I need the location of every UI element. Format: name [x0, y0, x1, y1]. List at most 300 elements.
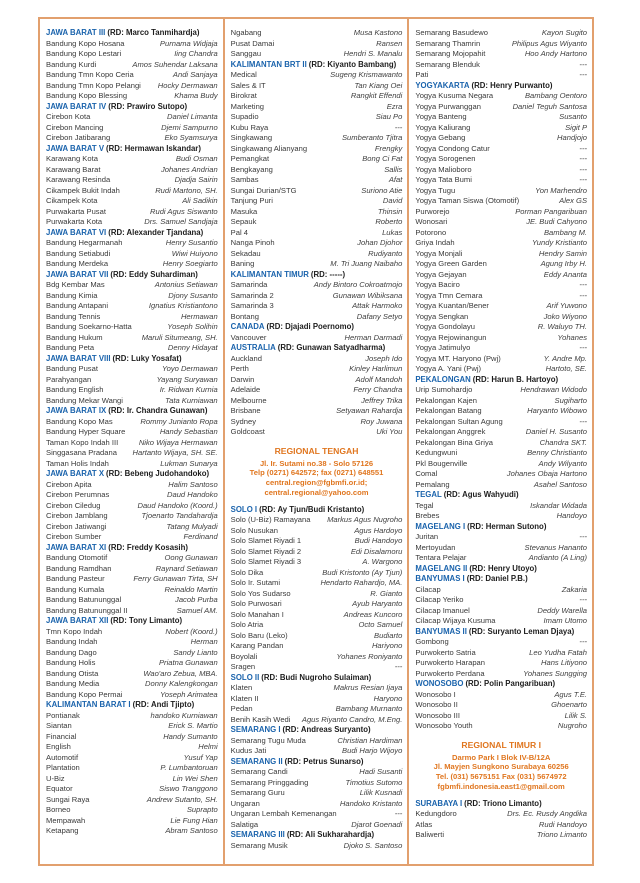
leader-name: Thinsin [377, 206, 403, 216]
chapter-name: Brebes [415, 511, 440, 520]
chapter-row [46, 238, 218, 249]
chapter-name: Karang Pandan [230, 641, 284, 651]
chapter-row [231, 396, 403, 407]
chapter-row [46, 459, 218, 470]
chapter-name: Cirebon Sumber [46, 532, 102, 541]
chapter-row [231, 641, 403, 652]
chapter-name: Borneo [46, 805, 71, 814]
leader-name: Hendri S. Manalu [343, 49, 403, 58]
chapter-row [46, 343, 218, 354]
region-director: (RD: -----) [310, 269, 346, 279]
chapter-name: Yogya Gebang [415, 133, 466, 142]
chapter-row [46, 732, 218, 743]
leader-name: Makrus Resian Ijaya [333, 683, 403, 693]
leader-name: Hadi Susanti [359, 767, 403, 777]
office-email: fgbmfi.indonesia.east1@gmail.com [437, 781, 565, 791]
chapter-row [415, 39, 587, 50]
chapter-row [46, 480, 218, 491]
chapter-name: Bandung Soekarno-Hatta [46, 322, 132, 331]
chapter-row [231, 280, 403, 291]
chapter-row [46, 553, 218, 564]
leader-name: Priatna Gunawan [158, 658, 218, 667]
leader-name: Kayon Sugito [541, 28, 588, 37]
chapter-row [231, 39, 403, 50]
leader-name: Djarot Goenadi [351, 819, 403, 829]
leader-name: Hariyono [371, 641, 403, 651]
chapter-row [415, 385, 587, 396]
leader-name: Adolf Mandoh [355, 374, 403, 384]
chapter-name: Pati [415, 70, 429, 79]
chapter-name: Marketing [230, 101, 265, 111]
chapter-row [46, 175, 218, 186]
chapter-name: Plantation [46, 763, 80, 772]
chapter-name: Bandung Otista [46, 668, 99, 678]
region-header [231, 830, 403, 841]
chapter-row [46, 522, 218, 533]
chapter-name: Bdg Kembar Mas [46, 280, 105, 289]
chapter-name: Ungaran Lembah Kemenangan [230, 809, 337, 819]
chapter-name: Singkawang [230, 133, 273, 142]
leader-name: Suriono Atie [361, 185, 403, 195]
chapter-name: Samarinda 3 [230, 301, 274, 310]
leader-name: Haryanto Wibowo [527, 406, 588, 415]
chapter-row [415, 102, 587, 113]
leader-name: --- [579, 595, 588, 604]
region-name: JAWA BARAT VI [46, 227, 107, 237]
region-name: MAGELANG I [415, 521, 466, 531]
chapter-row [231, 154, 403, 165]
leader-name: Herman Darmadi [344, 332, 403, 342]
chapter-name: Yogya Gejayan [415, 269, 467, 279]
chapter-name: Comal [415, 469, 438, 478]
chapter-row [231, 589, 403, 600]
chapter-name: Bandung Kopo Permai [46, 689, 123, 699]
chapter-row [46, 333, 218, 344]
chapter-name: Sydney [230, 416, 257, 426]
chapter-name: Solo Slamet Riyadi 1 [230, 536, 302, 546]
chapter-name: Cirebon Ciledug [46, 500, 101, 510]
chapter-row [415, 228, 587, 239]
leader-name: Edi Disalamoru [350, 546, 403, 556]
region-header [231, 725, 403, 736]
region-header [415, 375, 587, 386]
region-name: JAWA BARAT V [46, 143, 105, 153]
chapter-row [46, 427, 218, 438]
leader-name: A. Wargono [362, 557, 403, 567]
leader-name: Drs. Samuel Sandjaja [144, 217, 218, 226]
chapter-name: Solo Ir. Sutami [230, 578, 281, 588]
chapter-row [46, 385, 218, 396]
chapter-row [415, 448, 587, 459]
chapter-name: Semarang Mojopahit [415, 49, 486, 58]
chapter-row [46, 648, 218, 659]
leader-name: Djemi Sampurno [161, 122, 218, 132]
chapter-row [46, 301, 218, 312]
leader-name: Nugroho [557, 721, 588, 730]
region-header [46, 543, 218, 554]
chapter-name: Bandung Kurdi [46, 59, 97, 69]
chapter-row [415, 469, 587, 480]
leader-name: Ferry Chandra [353, 385, 403, 394]
leader-name: Joseph Ido [365, 353, 403, 363]
chapter-row [46, 490, 218, 501]
chapter-name: Klaten [230, 683, 253, 693]
chapter-name: Taman Holis Indah [46, 458, 109, 468]
leader-name: Christian Hardiman [337, 735, 403, 745]
region-header [46, 144, 218, 155]
region-header [231, 505, 403, 516]
chapter-row [46, 679, 218, 690]
chapter-row [415, 606, 587, 617]
chapter-name: Masuka [230, 206, 258, 216]
leader-name: Philipus Agus Wiyanto [511, 38, 588, 48]
chapter-row [46, 123, 218, 134]
regional-office-block [231, 446, 403, 498]
chapter-name: Bandung Batununggal II [46, 605, 128, 615]
leader-name: Joko Wiyono [543, 311, 588, 321]
chapter-row [231, 767, 403, 778]
leader-name: Handoyo [556, 511, 588, 520]
leader-name: Triono Limanto [536, 830, 588, 840]
chapter-row [231, 228, 403, 239]
chapter-row [46, 742, 218, 753]
chapter-name: Brisbane [230, 406, 261, 415]
chapter-row [415, 70, 587, 81]
region-header [415, 627, 587, 638]
chapter-row [231, 427, 403, 438]
leader-name: Agus T.E. [554, 689, 588, 699]
chapter-row [231, 536, 403, 547]
region-director: (RD: Luky Yosafat) [112, 353, 182, 363]
leader-name: Leo Yudha Fatah [529, 647, 588, 657]
chapter-name: Pemalang [415, 479, 450, 489]
chapter-row [46, 364, 218, 375]
chapter-name: Pemangkat [230, 154, 270, 163]
leader-name: Markus Agus Nugroho [327, 515, 403, 525]
chapter-row [231, 788, 403, 799]
chapter-row [46, 81, 218, 92]
chapter-name: Bandung Kimia [46, 290, 98, 300]
chapter-row [231, 49, 403, 60]
region-name: SEMARANG I [230, 725, 281, 735]
leader-name: Imam Utomo [543, 616, 588, 625]
chapter-row [231, 746, 403, 757]
chapter-row [415, 91, 587, 102]
leader-name: Bambang M. [543, 227, 588, 237]
leader-name: Djoko S. Santoso [343, 840, 403, 850]
chapter-row [415, 154, 587, 165]
chapter-name: Bandung Pusat [46, 364, 98, 373]
chapter-name: Sragen [230, 662, 256, 672]
leader-name: Henry Soegiarto [162, 259, 218, 268]
region-director: (RD: Ay Tjun/Budi Kristanto) [259, 504, 365, 514]
chapter-row [415, 301, 587, 312]
chapter-name: Wonosobo Youth [415, 721, 473, 730]
leader-name: --- [394, 809, 403, 819]
chapter-row [46, 280, 218, 291]
chapter-name: Semarang Thamrin [415, 38, 481, 48]
chapter-name: Yogya Kaliurang [415, 122, 471, 132]
region-name: KALIMANTAN BARAT I [46, 700, 131, 709]
leader-name: --- [579, 175, 588, 184]
chapter-row [415, 711, 587, 722]
region-director: (RD: Triono Limanto) [464, 798, 542, 808]
chapter-row [415, 207, 587, 218]
leader-name: Sandy Lianto [173, 647, 218, 657]
chapter-row [415, 354, 587, 365]
leader-name: Sumberanto Tjitra [341, 133, 403, 142]
chapter-name: Yogya Malioboro [415, 164, 472, 174]
leader-name: Sigit P [565, 122, 588, 132]
region-name: JAWA BARAT IX [46, 406, 107, 415]
chapter-name: Tanjung Puri [230, 196, 273, 205]
chapter-row [415, 343, 587, 354]
chapter-row [46, 585, 218, 596]
chapter-row [231, 631, 403, 642]
leader-name: --- [579, 343, 588, 352]
leader-name: Musa Kastono [353, 28, 403, 37]
region-director: (RD: Bebeng Judohandoko) [106, 469, 210, 478]
chapter-row [231, 736, 403, 747]
chapter-name: Sanggau [230, 49, 262, 58]
chapter-row [231, 652, 403, 663]
column-1 [40, 19, 225, 864]
leader-name: Handjojo [557, 133, 588, 142]
leader-name: Iing Chandra [174, 49, 218, 58]
region-header [231, 322, 403, 333]
leader-name: Ferdinand [183, 532, 218, 541]
leader-name: Hoo Andy Hartono [524, 49, 588, 58]
chapter-row [231, 249, 403, 260]
chapter-row [46, 627, 218, 638]
chapter-name: Yogya A. Yani (Pwj) [415, 364, 482, 373]
chapter-row [231, 291, 403, 302]
leader-name: Andreas Kuncoro [343, 609, 403, 619]
leader-name: Rommy Junianto Ropa [140, 416, 218, 426]
chapter-row [415, 123, 587, 134]
chapter-name: Cirebon Jamblang [46, 511, 108, 520]
leader-name: Chandra SKT. [539, 437, 588, 447]
chapter-row [231, 238, 403, 249]
leader-name: Susanto [559, 112, 588, 121]
chapter-name: Solo (U-Biz) Ramayana [230, 515, 311, 525]
chapter-name: Sekadau [230, 248, 261, 258]
chapter-name: Yogya Kuantan/Bener [415, 301, 489, 310]
chapter-name: Bandung Hyper Square [46, 427, 126, 436]
chapter-row [415, 700, 587, 711]
chapter-row [46, 291, 218, 302]
chapter-row [46, 375, 218, 386]
chapter-name: Cikampek Kota [46, 196, 98, 205]
leader-name: Roy Juwana [360, 416, 403, 426]
chapter-name: Sambas [230, 175, 259, 184]
chapter-row [46, 249, 218, 260]
leader-name: Raynard Setiawan [155, 563, 218, 573]
chapter-name: Semarang Blenduk [415, 59, 480, 69]
leader-name: Rudi Agus Siswanto [149, 206, 218, 216]
chapter-name: Sales & IT [230, 80, 266, 90]
region-header [415, 799, 587, 810]
leader-name: Henry Susantio [165, 238, 218, 247]
chapter-name: Bandung Tmn Kopo Ceria [46, 70, 134, 79]
chapter-name: Tentara Pelajar [415, 553, 467, 562]
chapter-row [415, 175, 587, 186]
leader-name: Zakaria [561, 584, 588, 594]
office-address-line: Jl. Ir. Sutami no.38 - Solo 57126 [259, 458, 374, 468]
leader-name: Johanes Obaja Hartono [506, 469, 588, 478]
office-email: central.regional@yahoo.com [264, 487, 369, 497]
chapter-row [415, 112, 587, 123]
chapter-row [46, 564, 218, 575]
chapter-row [415, 270, 587, 281]
leader-name: Setyawan Rahardja [336, 406, 403, 415]
chapter-name: Cirebon Perumnas [46, 490, 110, 499]
leader-name: Ignatius Kristiantono [148, 301, 218, 310]
chapter-row [46, 595, 218, 606]
chapter-name: Wonosobo III [415, 710, 460, 720]
chapter-row [46, 322, 218, 333]
chapter-name: Yogya Monjali [415, 248, 463, 258]
region-director: (RD: Gunawan Satyadharma) [277, 343, 386, 352]
leader-name: Yusuf Yap [183, 752, 218, 762]
region-name: SOLO I [230, 504, 258, 514]
leader-name: Lin Wei Shen [172, 773, 218, 783]
leader-name: Yohanes Roniyanto [336, 651, 403, 661]
chapter-row [46, 259, 218, 270]
leader-name: Eko Syamsurya [164, 133, 218, 142]
chapter-row [415, 312, 587, 323]
chapter-name: Bandung Mekar Wangi [46, 395, 123, 405]
leader-name: --- [579, 154, 588, 163]
region-header [46, 354, 218, 365]
chapter-name: Pkl Bougenville [415, 458, 468, 468]
chapter-row [46, 711, 218, 722]
chapter-name: U-Biz [46, 773, 65, 783]
chapter-name: Auckland [230, 353, 262, 363]
chapter-row [46, 396, 218, 407]
chapter-name: Solo Atria [230, 620, 264, 630]
chapter-row [415, 196, 587, 207]
leader-name: Lie Fung Hian [170, 815, 218, 825]
leader-name: Sugiharto [554, 395, 588, 405]
chapter-row [231, 841, 403, 852]
leader-name: M. Tri Juang Naibaho [330, 259, 403, 268]
chapter-name: Parahyangan [46, 374, 92, 384]
chapter-name: Cirebon Kota [46, 112, 91, 121]
region-header [415, 564, 587, 575]
leader-name: Hartanto Wijaya, SH. SE. [132, 448, 218, 457]
leader-name: Timotius Sutomo [345, 777, 403, 787]
column-2 [225, 19, 410, 864]
chapter-row [46, 448, 218, 459]
chapter-name: Automotif [46, 752, 79, 762]
office-title: REGIONAL TIMUR I [461, 739, 541, 750]
leader-name: Ayub Haryanto [352, 599, 403, 609]
chapter-row [415, 553, 587, 564]
region-name: WONOSOBO [415, 679, 464, 688]
region-header [231, 757, 403, 768]
leader-name: Bambang Murnanto [335, 704, 403, 714]
chapter-name: Solo Dika [230, 567, 264, 577]
chapter-name: Solo Nusukan [230, 525, 278, 535]
chapter-row [415, 648, 587, 659]
chapter-name: Solo Slamet Riyadi 2 [230, 546, 302, 556]
chapter-name: Atlas [415, 819, 433, 829]
chapter-name: Juritan [415, 532, 439, 541]
chapter-name: English [46, 742, 71, 751]
chapter-name: Yogya Rejowinangun [415, 332, 487, 342]
chapter-name: Solo Slamet Riyadi 3 [230, 557, 302, 567]
chapter-name: Pusat Damai [230, 38, 275, 48]
chapter-row [415, 28, 587, 39]
chapter-name: Cilacap [415, 584, 441, 594]
chapter-name: Samarinda 2 [230, 290, 274, 300]
chapter-name: Bandung Pasteur [46, 574, 105, 583]
chapter-row [231, 799, 403, 810]
leader-name: --- [579, 290, 588, 300]
leader-name: Helmi [198, 742, 218, 751]
chapter-row [231, 526, 403, 537]
chapter-row [231, 599, 403, 610]
chapter-name: Yogya Purwanggan [415, 101, 481, 111]
leader-name: --- [394, 662, 403, 672]
chapter-name: Financial [46, 731, 77, 741]
chapter-name: Bontang [230, 311, 259, 321]
chapter-name: Bandung Antapani [46, 301, 109, 310]
chapter-name: Yogya Tugu [415, 185, 456, 195]
chapter-name: Melbourne [230, 395, 267, 405]
leader-name: Andy Wilyanto [538, 458, 588, 468]
chapter-name: Salatiga [230, 819, 259, 829]
leader-name: Uki You [376, 427, 403, 436]
chapter-name: Sungai Durian/STG [230, 185, 297, 195]
chapter-name: Purwokerto Perdana [415, 668, 485, 678]
leader-name: Sallis [384, 164, 403, 174]
leader-name: Budiarto [374, 630, 403, 640]
chapter-row [231, 312, 403, 323]
leader-name: Herman [190, 637, 218, 646]
chapter-row [415, 165, 587, 176]
chapter-row [415, 291, 587, 302]
region-name: KALIMANTAN TIMUR [230, 269, 309, 279]
leader-name: Gunawan Wibiksana [332, 290, 403, 300]
leader-name: Andy Bintoro Cokroatmojo [313, 280, 403, 289]
chapter-row [46, 658, 218, 669]
chapter-name: Karawang Kota [46, 154, 98, 163]
regional-office-block [415, 740, 587, 792]
chapter-name: Baliwerti [415, 830, 445, 840]
region-name: JAWA BARAT VIII [46, 353, 111, 363]
leader-name: Wiwi Huiyono [171, 248, 218, 258]
chapter-row [231, 333, 403, 344]
chapter-row [231, 406, 403, 417]
leader-name: Bong Ci Fat [362, 154, 403, 163]
region-director: (RD: Henry Utoyo) [469, 563, 537, 573]
leader-name: Haryono [373, 693, 403, 703]
leader-name: Hocky Dermawan [157, 80, 218, 90]
leader-name: Lukas [382, 227, 403, 237]
chapter-name: Purwokerto Satria [415, 647, 476, 657]
leader-name: Budi Osman [175, 154, 218, 163]
chapter-row [231, 515, 403, 526]
chapter-name: Pontianak [46, 710, 80, 720]
leader-name: Attak Harmoko [352, 301, 403, 310]
region-director: (RD: Agus Wahyudi) [443, 490, 519, 499]
chapter-row [415, 238, 587, 249]
chapter-name: Cilacap Wijaya Kusuma [415, 616, 496, 625]
chapter-row [415, 60, 587, 71]
leader-name: Lukman Sunarya [160, 458, 218, 468]
